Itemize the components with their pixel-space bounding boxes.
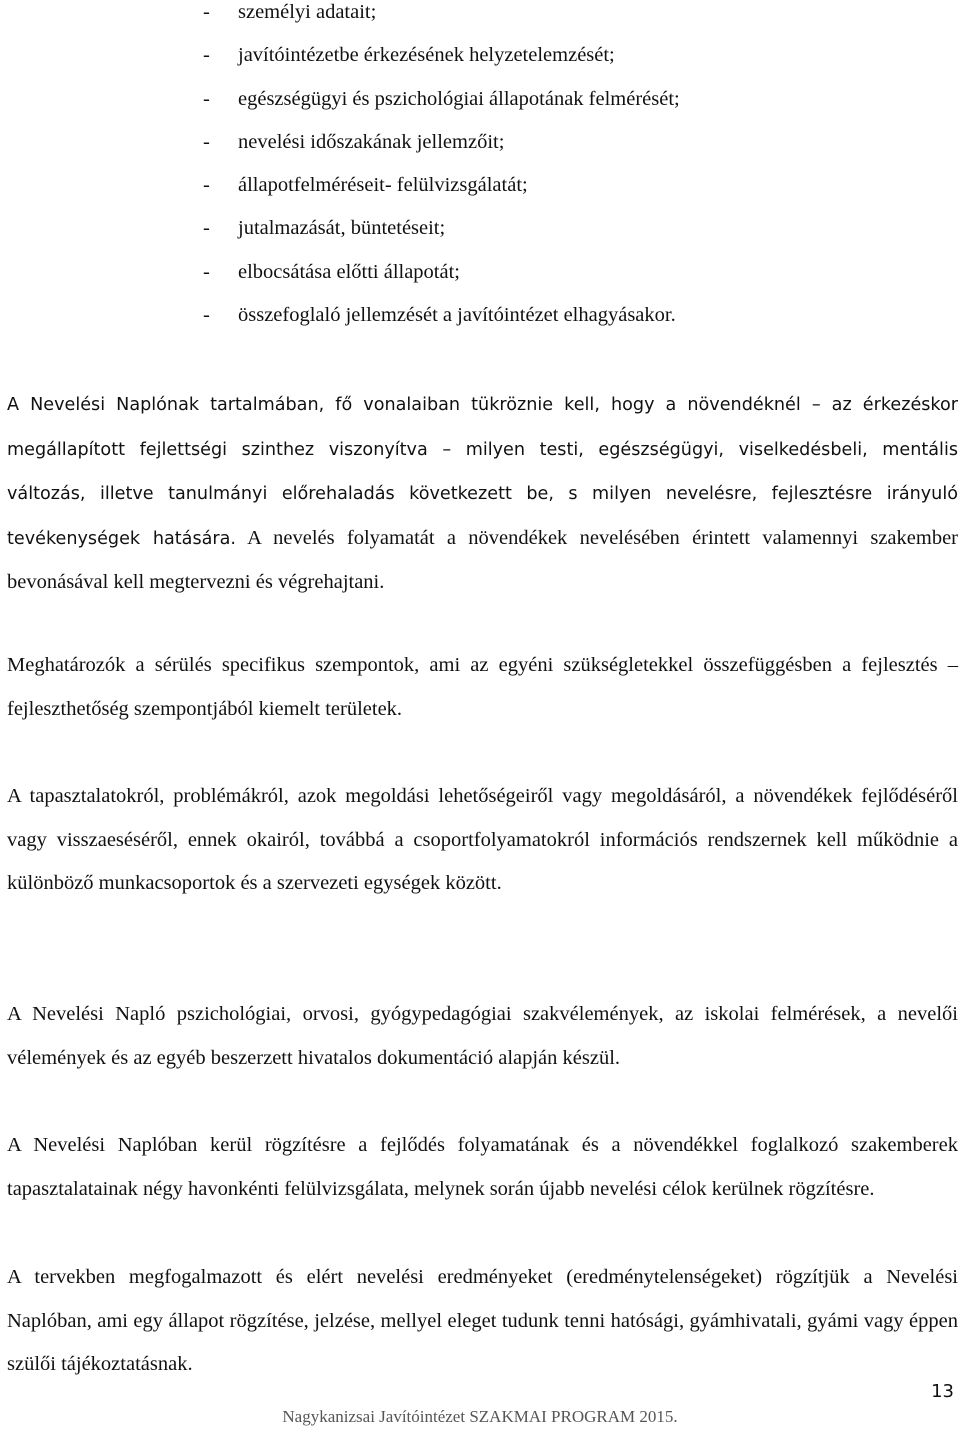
list-bullet: - <box>203 87 210 110</box>
page-footer <box>0 1407 960 1427</box>
list-bullet: - <box>203 1 210 23</box>
list-bullet: - <box>203 260 210 283</box>
list-bullet: - <box>203 304 210 327</box>
list-bullet: - <box>203 174 210 197</box>
footer-institution: Nagykanizsai Javítóintézet <box>282 1407 470 1426</box>
list-item-text: elbocsátása előtti állapotát; <box>238 260 460 283</box>
list-item-text: javítóintézetbe érkezésének helyzetelemzését; <box>238 44 615 67</box>
list-item-text: egészségügyi és pszichológiai állapotának felmérését; <box>238 87 680 110</box>
list-bullet: - <box>203 44 210 67</box>
list-bullet: - <box>203 217 210 240</box>
list-item-text: jutalmazását, büntetéseit; <box>238 217 446 240</box>
paragraph-nevelesi-naplo-content <box>7 383 958 605</box>
list-item-text: személyi adatait; <box>238 1 377 23</box>
paragraph-information-system: A tapasztalatokról, problémákról, azok megoldási lehetőségeiről vagy megoldásáról, a növendékek fejlődéséről vagy visszaeséséről, ennek okairól, továbbá a csoportfolyamatokról információs rendszernek kell működnie a különböző munkacsoportok és a szervezeti egységek között. <box>7 785 958 894</box>
paragraph-determinants: Meghatározók a sérülés specifikus szempontok, ami az egyéni szükségletekkel összefüggésben a fejlesztés – fejleszthetőség szempontjából kiemelt területek. <box>7 654 958 720</box>
list-item-text: összefoglaló jellemzését a javítóintézet elhagyásakor. <box>238 304 676 327</box>
list-item-text: állapotfelméréseit- felülvizsgálatát; <box>238 174 528 197</box>
paragraph-text-sans: A Nevelési Naplónak tartalmában, fő vonalaiban tükröznie kell, hogy a növendéknél – az érkezéskor megállapított fejlettségi szinthez viszonyítva – milyen testi, egészségügyi, viselkedésbeli, mentális változás, illetve tanulmányi előrehaladás következett be, s milyen nevelésre, fejlesztésre irányuló tevékenységek hatására. <box>7 395 958 549</box>
paragraph-expert-opinions: A Nevelési Napló pszichológiai, orvosi, gyógypedagógiai szakvélemények, az iskolai felmérések, a nevelői vélemények és az egyéb beszerzett hivatalos dokumentáció alapján készül. <box>7 1003 958 1069</box>
paragraph-text-serif: A nevelés folyamatát a növendékek nevelésében érintett valamennyi szakember bevonásával kell megtervezni és végrehajtani. <box>7 526 958 593</box>
paragraph-results: A tervekben megfogalmazott és elért nevelési eredményeket (eredménytelenségeket) rögzítjük a Nevelési Naplóban, ami egy állapot rögzítése, jelzése, mellyel eleget tudunk tenni hatósági, gyámhivatali, gyámi vagy éppen szülői tájékoztatásnak. <box>7 1266 958 1375</box>
list-item-text: nevelési időszakának jellemzőit; <box>238 130 505 153</box>
footer-program-title: SZAKMAI PROGRAM 2015. <box>469 1407 678 1426</box>
page-number: 13 <box>931 1381 954 1402</box>
list-bullet: - <box>203 130 210 153</box>
paragraph-review: A Nevelési Naplóban kerül rögzítésre a fejlődés folyamatának és a növendékkel foglalkozó szakemberek tapasztalatainak négy havonkénti felülvizsgálata, melynek során újabb nevelési célok kerülnek rögzítésre. <box>7 1134 958 1200</box>
